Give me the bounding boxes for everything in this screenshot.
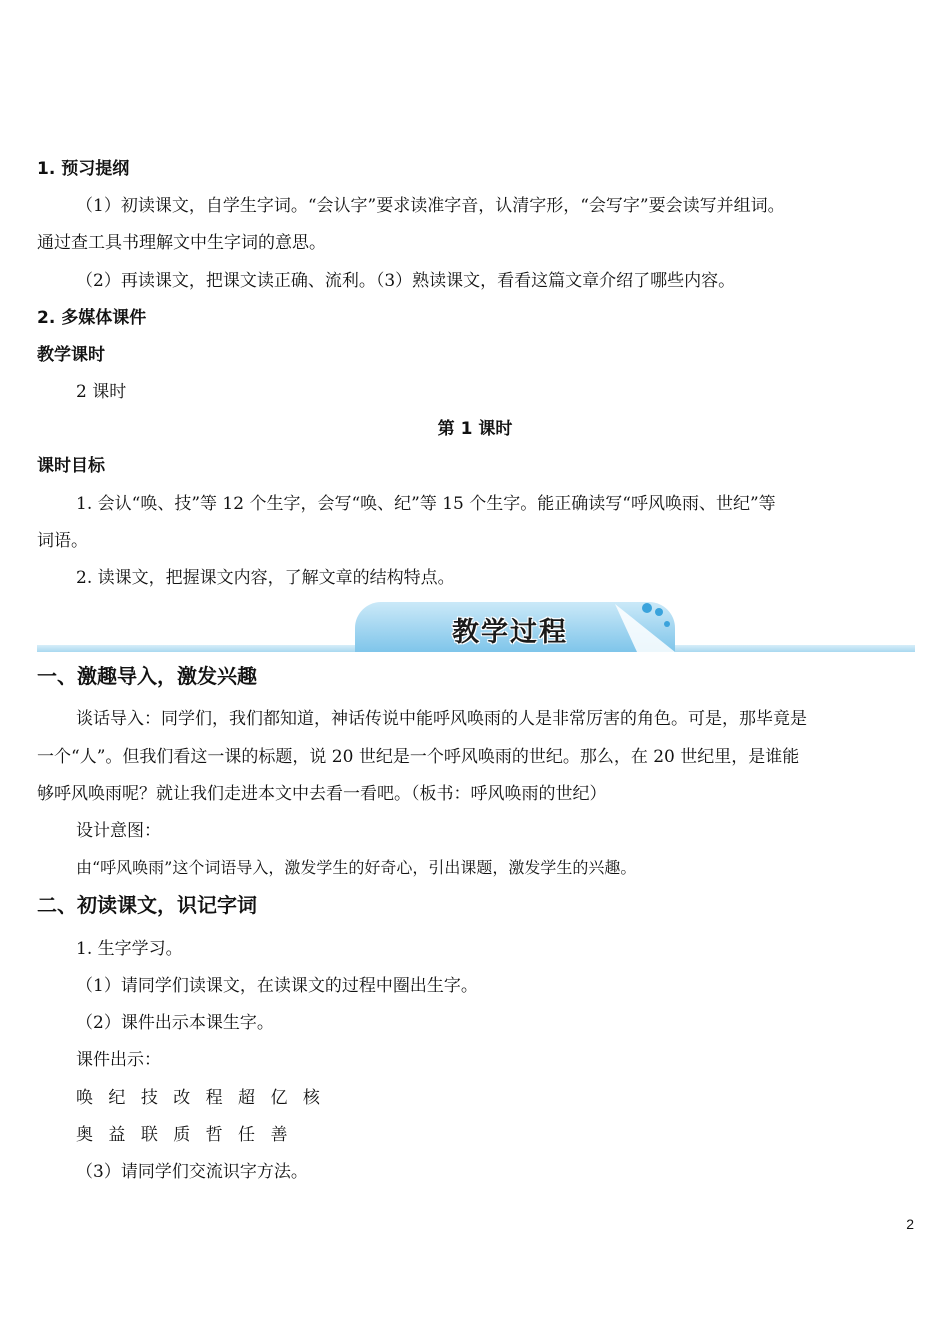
- character: 质: [173, 1125, 191, 1145]
- page-number: 2: [906, 1216, 914, 1232]
- teaching-process-banner: [37, 600, 915, 656]
- class-hours-value: 2 课时: [76, 382, 127, 402]
- character: 亿: [270, 1088, 288, 1108]
- character: 纪: [108, 1088, 126, 1108]
- preview-paragraph-1-line-2: 通过查工具书理解文中生字词的意思。: [37, 233, 326, 253]
- multimedia-heading: 2. 多媒体课件: [37, 308, 147, 328]
- character: 哲: [205, 1125, 223, 1145]
- character: 改: [173, 1088, 191, 1108]
- character: 联: [140, 1125, 158, 1145]
- preview-paragraph-2: （2）再读课文，把课文读正确、流利。（3）熟读课文，看看这篇文章介绍了哪些内容。: [76, 271, 736, 291]
- section-2-sub-2: （2）课件出示本课生字。: [76, 1013, 274, 1033]
- banner-title: 教学过程: [452, 617, 568, 648]
- goal-1-line-1: 1. 会认“唤、技”等 12 个生字，会写“唤、纪”等 15 个生字。能正确读写“呼风唤雨、世纪”等: [76, 494, 776, 514]
- character: 奥: [76, 1125, 93, 1145]
- courseware-show-label: 课件出示：: [76, 1050, 161, 1070]
- section-2-sub-3: （3）请同学们交流识字方法。: [76, 1162, 308, 1182]
- character: 核: [302, 1088, 320, 1108]
- preview-heading: 1. 预习提纲: [37, 159, 130, 179]
- section-1-heading: 一、激趣导入，激发兴趣: [37, 664, 257, 688]
- lesson-title: 第 1 课时: [437, 419, 513, 439]
- section-1-paragraph-line-2: 一个“人”。但我们看这一课的标题，说 20 世纪是一个呼风唤雨的世纪。那么，在 20 世纪里，是谁能: [37, 747, 800, 767]
- section-2-item-1: 1. 生字学习。: [76, 939, 183, 959]
- preview-paragraph-1-line-1: （1）初读课文，自学生字词。“会认字”要求读准字音，认清字形，“会写字”要会读写并组词。: [76, 196, 785, 216]
- section-1-paragraph-line-3: 够呼风唤雨呢？就让我们走进本文中去看一看吧。（板书：呼风唤雨的世纪）: [37, 784, 607, 804]
- character: 善: [270, 1125, 288, 1145]
- section-2-heading: 二、初读课文，识记字词: [37, 893, 257, 917]
- characters-row-2: [76, 1124, 297, 1146]
- section-2-sub-1: （1）请同学们读课文，在读课文的过程中圈出生字。: [76, 976, 478, 996]
- character: 技: [140, 1088, 158, 1108]
- goal-2: 2. 读课文，把握课文内容，了解文章的结构特点。: [76, 568, 455, 588]
- character: 唤: [76, 1088, 93, 1108]
- class-hours-heading: 教学课时: [37, 345, 105, 365]
- section-1-paragraph-line-1: 谈话导入：同学们，我们都知道，神话传说中能呼风唤雨的人是非常厉害的角色。可是，那毕竟是: [76, 709, 807, 729]
- characters-row-1: [76, 1087, 330, 1109]
- goal-1-line-2: 词语。: [37, 531, 88, 551]
- character: 超: [238, 1088, 256, 1108]
- goals-heading: 课时目标: [37, 456, 105, 476]
- character: 益: [108, 1125, 126, 1145]
- design-intent-label: 设计意图：: [76, 821, 161, 841]
- character: 任: [238, 1125, 256, 1145]
- design-intent-text: 由“呼风唤雨”这个词语导入，激发学生的好奇心，引出课题，激发学生的兴趣。: [76, 858, 637, 877]
- character: 程: [205, 1088, 223, 1108]
